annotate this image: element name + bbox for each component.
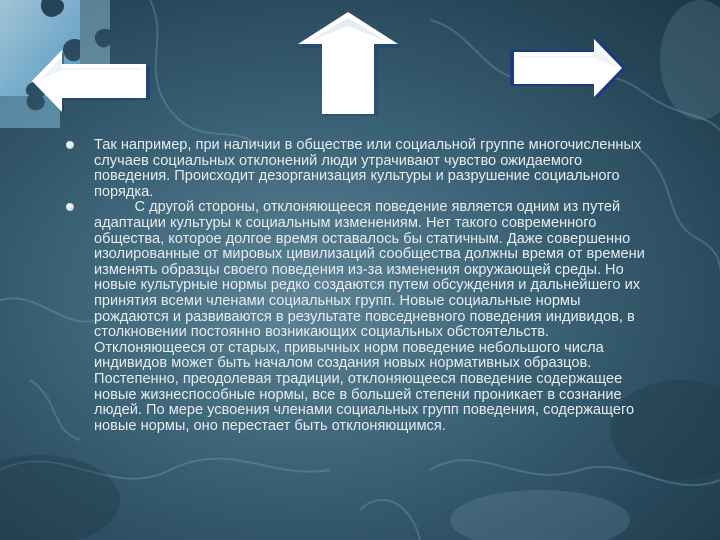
slide-body bbox=[66, 138, 656, 434]
back-button[interactable] bbox=[32, 50, 150, 112]
bullet-icon bbox=[66, 141, 74, 149]
arrow-left-icon bbox=[32, 50, 150, 112]
paragraph-text: С другой стороны, отклоняющееся поведение является одним из путей адаптации культуры к социальным изменениям. Нет такого современного общества, которое долгое время оставалось бы статичным. Даже совершенно изолированные от мировых цивилизаций сообщества должны время от времени изменять образцы своего поведения из-за изменения окружающей среды. Но новые культурные нормы редко создаются путем обсуждения и дальнейшего их принятия всеми членами социальных групп. Новые социальные нормы рождаются и развиваются в результате повседневного поведения индивидов, в столкновении постоянно возникающих социальных обстоятельств. Отклоняющееся от старых, привычных норм поведение небольшого числа индивидов может быть началом создания новых нормативных образцов. Постепенно, преодолевая традиции, отклоняющееся поведение содержащее новые жизнеспособные нормы, все в большей степени проникает в сознание людей. По мере усвоения членами социальных групп поведения, содержащего новые нормы, оно перестает быть отклоняющимся. bbox=[94, 199, 645, 434]
up-button[interactable] bbox=[296, 12, 400, 116]
bullet-icon bbox=[66, 203, 74, 211]
bullet-item bbox=[66, 138, 656, 200]
paragraph-text: Так например, при наличии в обществе или социальной группе многочисленных случаев социальных отклонений люди утрачивают чувство ожидаемого поведения. Происходит дезорганизация культуры и разрушение социального порядка. bbox=[94, 137, 642, 200]
bullet-item bbox=[66, 200, 656, 434]
arrow-up-icon bbox=[298, 12, 400, 116]
arrow-right-icon bbox=[510, 36, 626, 100]
next-button[interactable] bbox=[510, 36, 626, 100]
